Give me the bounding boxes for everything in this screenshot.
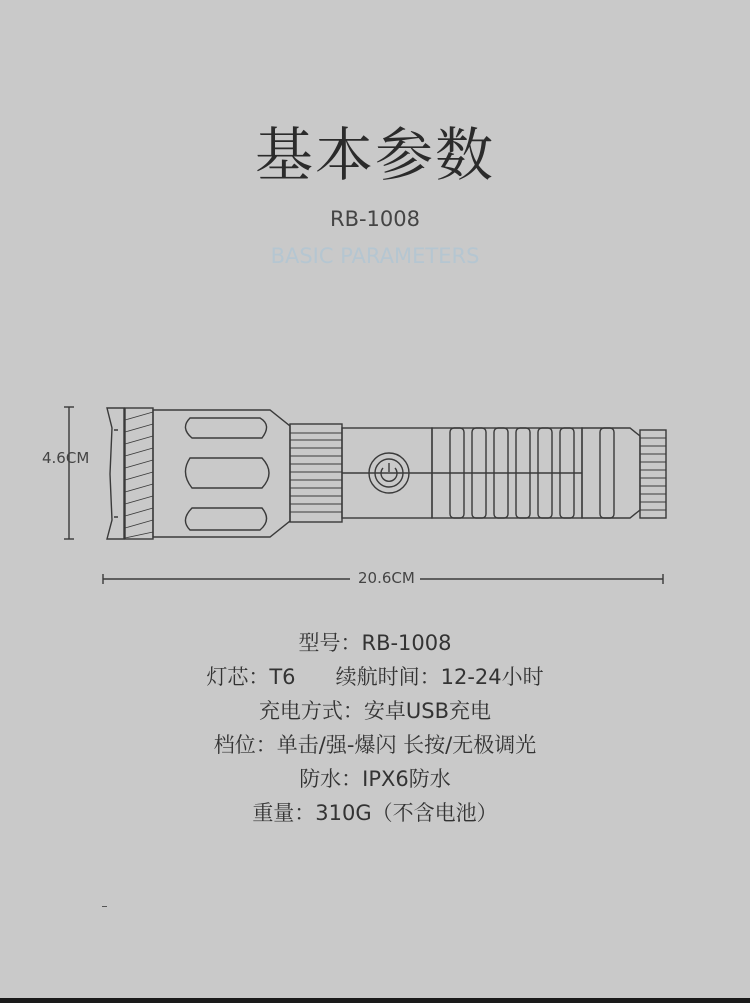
- spec-waterproof: 防水：IPX6防水: [299, 767, 451, 791]
- length-label: 20.6CM: [355, 569, 418, 587]
- subtitle: BASIC PARAMETERS: [270, 244, 480, 268]
- dash-mark: [102, 906, 107, 907]
- spec-charging: 充电方式：安卓USB充电: [258, 699, 492, 723]
- spec-modes: 档位：单击/强-爆闪 长按/无极调光: [213, 733, 537, 757]
- page-title: 基本参数: [254, 121, 495, 189]
- spec-model: 型号：RB-1008: [298, 631, 452, 655]
- head-bezel: [107, 408, 124, 539]
- neck-section: [290, 424, 342, 522]
- spec-weight: 重量：310G（不含电池）: [252, 801, 498, 825]
- tail-cap: [640, 430, 666, 518]
- spec-led-runtime: 灯芯：T6 续航时间：12-24小时: [206, 665, 544, 689]
- tail-section: [582, 428, 640, 518]
- spec-list: [0, 626, 750, 830]
- model-number: RB-1008: [329, 207, 421, 231]
- height-label: 4.6CM: [42, 449, 90, 467]
- bottom-bar: [0, 998, 750, 1003]
